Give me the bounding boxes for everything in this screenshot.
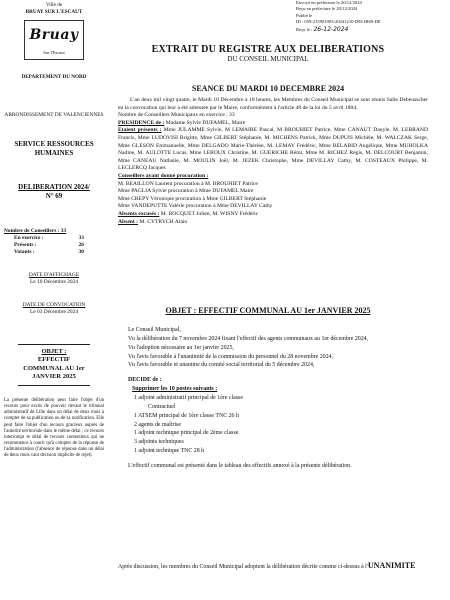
session-intro: L'an deux mil vingt quatre, le Mardi 10 Décembre à 18 heures, les Membres du Conseil Municipal se sont réunis Salle Debeusscher en la convocation qui leur a été adressée par le Maire, conformément à l'article 48 de la loi du 5 avril 1884. — [118, 97, 428, 111]
poste-item: 2 agents de maîtrise — [134, 421, 181, 428]
members-row: Votants : 30 — [14, 249, 84, 256]
poste-item: Contractuel — [148, 403, 176, 410]
ville-name: BRUAY SUR L'ESCAUT — [25, 8, 83, 15]
convocation-date: Le 03 Décembre 2024 — [29, 309, 79, 316]
session-count: Nombre de Conseillers Municipaux en exercice : 33 — [118, 112, 235, 119]
absent: M. CYTRYCH Alain — [139, 218, 188, 225]
members-row: Présents : 26 — [14, 242, 84, 249]
stamp-signature: 26-12-2024 — [313, 25, 349, 33]
session-details — [118, 97, 428, 226]
delib-no: N° 69 — [45, 192, 63, 201]
poste-item: 1 adjoint technique TNC 28 h — [134, 448, 205, 455]
convocation — [4, 302, 104, 316]
department: DEPARTEMENT DU NORD — [21, 74, 87, 80]
legal-notice: La présente délibération peut faire l'objet d'un recours pour excès de pouvoir devant le tribunal administratif de Lille dans un délai de deux mois à compter de sa publication ou de sa notification. Elle peut faire l'objet d'un recours gracieux auprès de l'autorité territoriale dans le même délai ; ce recours interrompt le délai de recours contentieux qui ne recommence à courir qu'à compter de la réponse de l'administration (l'absence de réponse dans un délai de deux mois vaut décision implicite de rejet). — [4, 398, 104, 459]
supprimer: Supprimer les 10 postes suivants : — [132, 386, 218, 393]
poste-item: 1 adjoint administratif principal de 1ère classe — [134, 395, 243, 402]
deliberation-number — [4, 183, 104, 201]
procuration-label: Conseillers ayant donné procuration : — [118, 172, 209, 179]
president-label: PRESIDENCE de : — [118, 119, 165, 126]
seance-heading: SEANCE DU MARDI 10 DECEMBRE 2024 — [191, 84, 345, 93]
vu-3: Vu l'avis favorable à l'unanimité de la commission du personnel du 28 novembre 2024, — [128, 353, 333, 360]
conclusion — [118, 560, 428, 572]
procuration-item: Mme PAGLIA Sylvie procuration à Mme DUFAMEL Maire — [118, 188, 254, 195]
objet-heading: OBJET : EFFECTIF COMMUNAL AU 1er JANVIER 2025 — [165, 306, 371, 315]
effectif-note: L'effectif communal est présenté dans le tableau des effectifs annexé à la présente délibération. — [128, 463, 352, 470]
poste-item: 1 adjoint technique principal de 2ème classe — [134, 430, 239, 437]
document-title — [118, 44, 418, 63]
affichage — [4, 272, 104, 286]
convocation-label: DATE DE CONVOCATION — [22, 302, 86, 308]
stamp-line-3: Publié le — [296, 12, 313, 18]
poste-item: 1 ATSEM principal de 1ère classe TNC 26 h — [134, 412, 239, 419]
members-title: Nombre de Conseillers : 33 — [4, 228, 67, 234]
stamp-line-4: ID : 059-215901003-20241210-DELIB69-DE — [296, 19, 381, 25]
objet-text: EFFECTIF COMMUNAL AU 1er JANVIER 2025 — [23, 356, 85, 381]
title-line-2: DU CONSEIL MUNICIPAL — [227, 55, 309, 63]
affichage-date: Le 10 Décembre 2024 — [29, 279, 79, 286]
presents-list: Mme JULAMME Sylvie, M LEMAIRE Pascal, M BROUHIET Patrice, Mme CANAUT Danyle, M. LEBRAND Francis, Mme LUDOVISI Brigitte, Mme GILBERT Stéphanie, M. MICHENS Patrick, Mme DUPUIS Michèle, M. WALCZAK Serge, Mme GLESON Emmanuelle, Mme DELGADO Marie-Thérèse, M. LEMAY Frédéric, Mme BELABID Angélique, Mme MUHOLKA Nadine, M. AULOTTE Lucas, Mme LEROUX Christine, M. GUERICHE Rémi, Mme M. RICHEZ Régis, M. DELCOURT Benjamin, Mme CANEAU Nathalie, M. MOULIN Joël, M. JEZEK Christophe, Mme DEVILLAY Cathy, M. COSTEAUX Philippe, M. LECLERCQ Jacques — [118, 127, 429, 172]
president: Madame Sylvie DUFAMEL, Maire — [165, 119, 246, 126]
stamp-line-1: Envoyé en préfecture le 20/12/2024 — [296, 0, 362, 5]
prefecture-stamp — [296, 0, 442, 34]
vu-2: Vu l'adoption nécessaire au 1er janvier 2025, — [128, 344, 234, 351]
procuration-item: Mme VANDEPUTTE Valérie procuration à Mme DEVILLAY Cathy — [118, 203, 273, 210]
municipal-header — [4, 2, 104, 81]
objet-label: OBJET : — [41, 348, 67, 355]
decide: DECIDE de : — [128, 377, 162, 384]
members-row: En exercice : 33 — [14, 235, 84, 242]
arrondissement: ARRONDISSEMENT DE VALENCIENNES — [4, 112, 104, 118]
delib-label: DELIBERATION 2024/ — [18, 183, 90, 191]
postes-list — [134, 394, 428, 456]
intro: Le Conseil Municipal, — [128, 327, 181, 333]
members-count — [4, 228, 104, 256]
procuration-item: M. BEAILLON Laurent procuration à M. BROUHIET Patrice — [118, 180, 258, 187]
excuses: M. BOCQUET Julien, M. WISNY Frédéric — [160, 210, 259, 217]
stamp-sig-label: Reçu le : — [296, 26, 313, 32]
absent-label: Absent : — [118, 218, 139, 225]
affichage-label: DATE D'AFFICHAGE — [28, 272, 80, 278]
service: SERVICE RESSOURCES HUMAINES — [14, 140, 94, 158]
title-line-1: EXTRAIT DU REGISTRE AUX DELIBERATIONS — [151, 44, 385, 55]
logo-script: Bruay — [29, 27, 79, 43]
stamp-line-2: Reçu en préfecture le 20/12/2024 — [296, 6, 358, 12]
vu-4: Vu l'avis favorable et unanime du comité social territorial du 5 décembre 2024, — [128, 362, 315, 369]
objet-box — [18, 344, 90, 386]
presents-label: Etaient présents : — [118, 127, 162, 134]
conclusion-text: Après discussion, les membres du Conseil Municipal adoptent la délibération décrite comme ci-dessus à l' — [118, 564, 368, 570]
ville-line: Ville de — [45, 2, 63, 8]
poste-item: 3 adjoints techniques — [134, 439, 184, 446]
vu-1: Vu la délibération du 7 novembre 2024 fixant l'effectif des agents communaux au 1er décembre 2024, — [128, 335, 369, 342]
deliberation-body — [118, 326, 428, 471]
excuses-label: Absents excusés : — [118, 210, 160, 217]
city-logo — [24, 20, 84, 60]
logo-tagline: Sur l'Escaut — [43, 50, 65, 56]
unanimite: UNANIMITE — [367, 561, 416, 570]
procuration-item: Mme CREPY Véronique procuration à Mme GILBERT Stéphanie — [118, 195, 267, 202]
